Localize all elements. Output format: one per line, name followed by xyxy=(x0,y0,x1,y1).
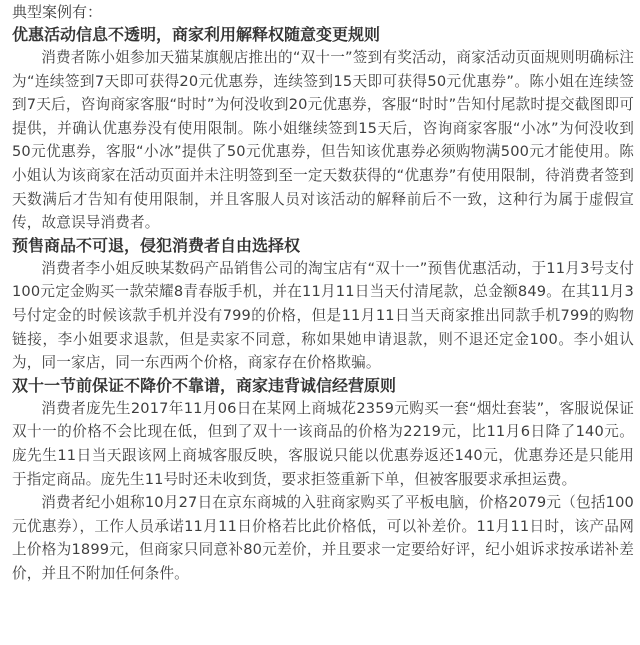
section-heading-3: 双十一节前保证不降价不靠谱，商家违背诚信经营原则 xyxy=(12,375,397,395)
section-3-paragraph-2: 消费者纪小姐称10月27日在京东商城的入驻商家购买了平板电脑，价格2079元（包括100元优惠券），工作人员承诺11月11日价格若比此价格低，可以补差价。11月11日时，该产品网上价格为1899元，但商家只同意补80元差价，并且要求一定要给好评，纪小姐诉求按承诺补差价，并且不附加任何条件。 xyxy=(12,494,634,582)
section-heading-1: 优惠活动信息不透明，商家利用解释权随意变更规则 xyxy=(12,25,381,44)
section-1-paragraph-1: 消费者陈小姐参加天猫某旗舰店推出的“双十一”签到有奖活动，商家活动页面规则明确标注为“连续签到7天即可获得20元优惠券，连续签到15天即可获得50元优惠券”。陈小姐在连续签到7天后，咨询商家客服“时时”为何没收到20元优惠券，客服“时时”告知付尾款时提交截图即可提供，并确认优惠券没有使用限制。陈小姐继续签到15天后，咨询商家客服“小冰”为何没收到50元优惠券，客服“小冰”提供了50元优惠券，但告知该优惠券必须购物满500元才能使用。陈小姐认为该商家在活动页面并未注明签到至一定天数获得的“优惠券”有使用限制，待消费者签到天数满后才告知有使用限制，并且客服人员对该活动的解释前后不一致，这种行为属于虚假宣传，故意误导消费者。 xyxy=(12,49,634,232)
section-heading-2: 预售商品不可退，侵犯消费者自由选择权 xyxy=(12,235,301,255)
section-2-paragraph-1: 消费者李小姐反映某数码产品销售公司的淘宝店有“双十一”预售优惠活动，于11月3号支付100元定金购买一款荣耀8青春版手机，并在11月11日当天付清尾款，总金额849。在其11月3号付定金的时候该款手机并没有799的价格，但是11月11日当天商家推出同款手机799的购物链接，李小姐要求退款，但是卖家不同意，称如果她申请退款，则不退还定金100。李小姐认为，同一家店，同一东西两个价格，商家存在价格欺骗。 xyxy=(12,259,634,372)
section-3-paragraph-1: 消费者庞先生2017年11月06日在某网上商城花2359元购买一套“烟灶套装”，客服说保证双十一的价格不会比现在低，但到了双十一该商品的价格为2219元，比11月6日降了140元。庞先生11日当天跟该网上商城客服反映，客服说只能以优惠券返还140元，优惠券还是只能用于指定商品。庞先生11号时还未收到货，要求拒签重新下单，但被客服要求承担运费。 xyxy=(12,399,634,488)
intro-text: 典型案例有： xyxy=(12,3,103,21)
